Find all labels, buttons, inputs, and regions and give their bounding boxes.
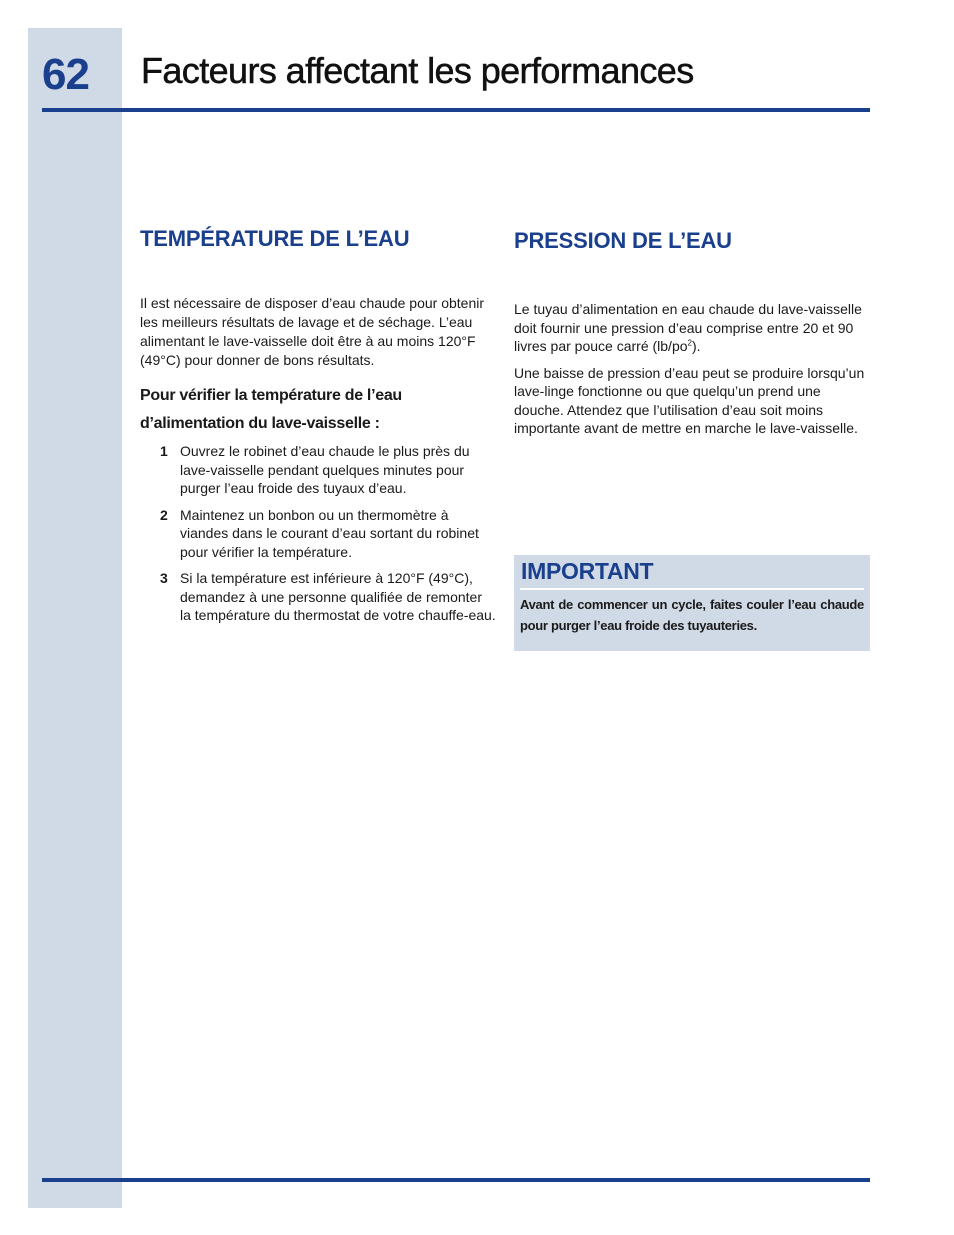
superscript: 2 [687, 338, 692, 348]
step-number: 2 [160, 506, 168, 523]
procedure-subheading: Pour vérifier la température de l’eau d’alimentation du lave-vaisselle : [140, 387, 402, 432]
page-number: 62 [42, 50, 89, 99]
step-number: 1 [160, 443, 168, 459]
important-notice [514, 555, 870, 651]
footer-rule [42, 1178, 870, 1182]
list-item [140, 506, 496, 562]
pressure-drop-paragraph: Une baisse de pression d’eau peut se produire lorsqu’un lave-linge fonctionne ou que quelqu’un prend une douche. Attendez que l’utilisation d’eau soit moins importante avant de mettre en marche le lave-vaisselle. [514, 364, 865, 436]
step-text: Maintenez un bonbon ou un thermomètre à viandes dans le courant d’eau sortant du robinet pour vérifier la température. [180, 506, 479, 560]
water-temperature-section [140, 226, 496, 633]
important-text: Avant de commencer un cycle, faites couler l’eau chaude pour purger l’eau froide des tuyauteries. [520, 597, 864, 633]
header-rule [42, 108, 870, 112]
section-heading: TEMPÉRATURE DE L’EAU [140, 226, 410, 251]
pressure-paragraph-end: ). [691, 338, 701, 354]
step-text: Ouvrez le robinet d’eau chaude le plus près du lave-vaisselle pendant quelques minutes pour purger l’eau froide des tuyaux d’eau. [180, 443, 470, 496]
page-title: Facteurs affectant les performances [141, 50, 694, 91]
step-number: 3 [160, 570, 168, 586]
important-title: IMPORTANT [521, 558, 654, 584]
procedure-steps [140, 442, 496, 625]
pressure-paragraph-text: Le tuyau d’alimentation en eau chaude du lave-vaisselle doit fournir une pression d’eau comprise entre 20 et 90 livres par pouce carré (lb/po [514, 301, 862, 354]
side-band [28, 28, 122, 1208]
section-heading: PRESSION DE L’EAU [514, 228, 732, 253]
pressure-paragraph [514, 300, 870, 356]
important-divider [520, 588, 864, 590]
step-text: Si la température est inférieure à 120°F (49°C), demandez à une personne qualifiée de remonter la température du thermostat de votre chauffe-eau. [180, 570, 496, 623]
list-item [140, 442, 496, 498]
intro-paragraph: Il est nécessaire de disposer d’eau chaude pour obtenir les meilleurs résultats de lavage et de séchage. L’eau alimentant le lave-vaisselle doit être à au moins 120°F (49°C) pour donner de bons résultats. [140, 295, 484, 368]
list-item [140, 569, 496, 625]
water-pressure-section [514, 228, 870, 438]
